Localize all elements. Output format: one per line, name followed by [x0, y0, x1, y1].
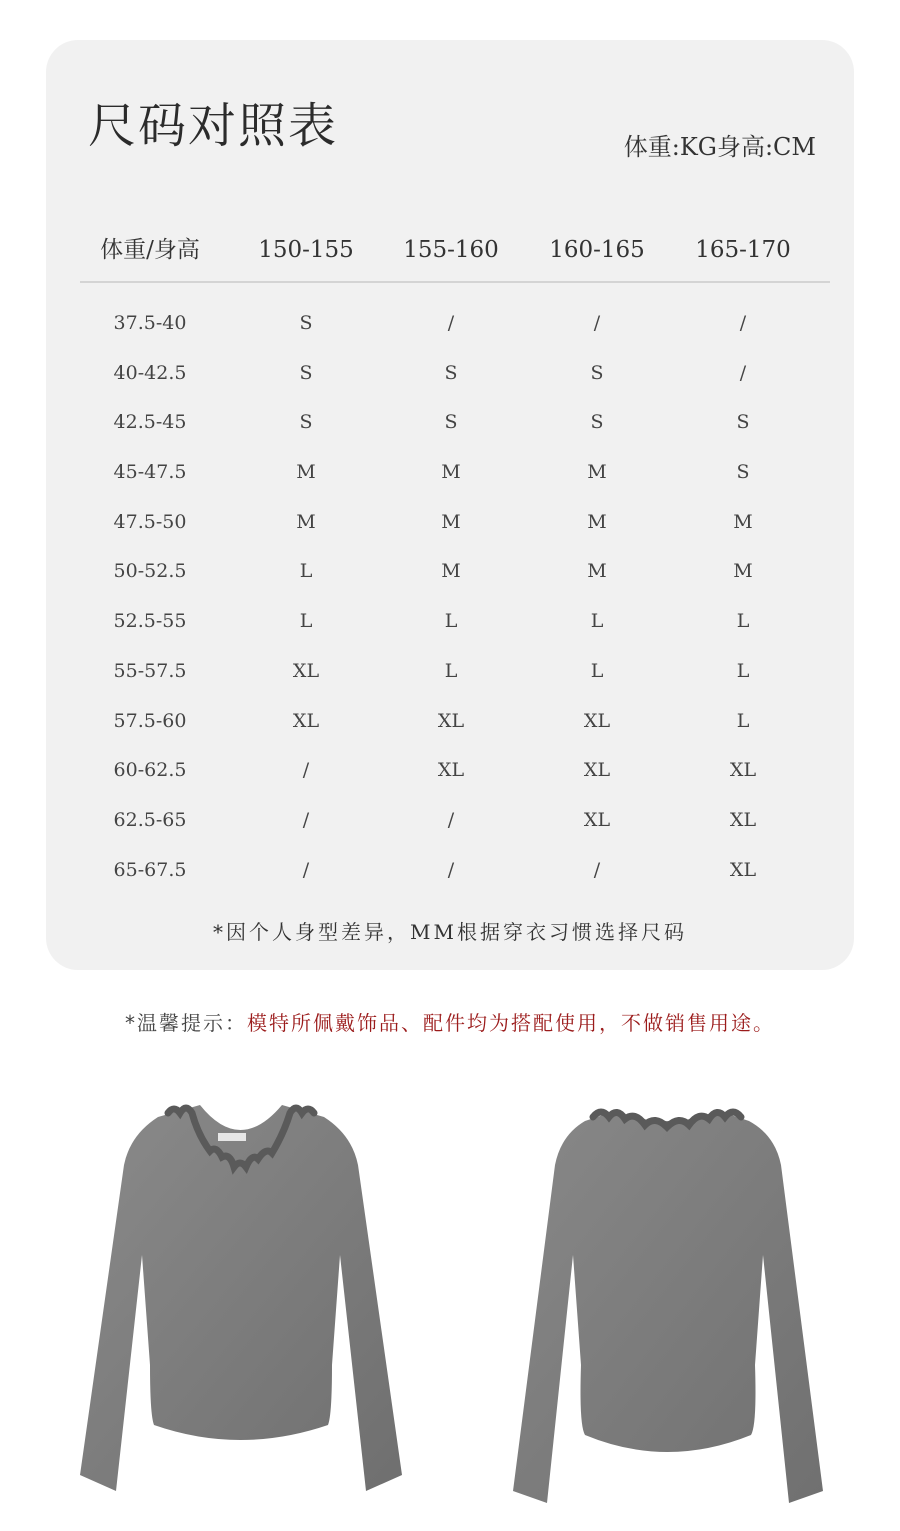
size-cell: XL [729, 858, 757, 881]
product-photo-back [505, 1095, 830, 1510]
table-row [46, 653, 854, 703]
size-cell: XL [292, 659, 320, 682]
size-cell: M [733, 560, 753, 583]
fit-note: *因个人身型差异，MM根据穿衣习惯选择尺码 [213, 920, 687, 944]
size-cell: M [587, 560, 607, 583]
size-cell: / [739, 361, 747, 384]
size-cell: XL [583, 808, 611, 831]
size-cell: S [736, 461, 750, 484]
size-cell: M [296, 461, 316, 484]
table-row [46, 504, 854, 554]
weight-cell: 40-42.5 [113, 361, 187, 384]
size-cell: M [296, 510, 316, 533]
weight-cell: 60-62.5 [113, 759, 187, 782]
weight-cell: 52.5-55 [113, 610, 187, 633]
size-chart-card [46, 40, 854, 970]
size-cell: XL [729, 808, 757, 831]
size-cell: XL [583, 709, 611, 732]
shirt-body [513, 1111, 823, 1503]
weight-cell: 62.5-65 [113, 808, 187, 831]
weight-cell: 57.5-60 [113, 709, 187, 732]
size-cell: S [590, 361, 604, 384]
header-divider [80, 281, 830, 283]
size-cell: S [444, 411, 458, 434]
size-cell: XL [437, 709, 465, 732]
size-cell: L [444, 610, 458, 633]
table-row [46, 553, 854, 603]
size-cell: S [299, 361, 313, 384]
size-cell: S [444, 361, 458, 384]
unit-label: 体重:KG身高:CM [623, 133, 816, 161]
size-cell: L [590, 659, 604, 682]
weight-cell: 45-47.5 [113, 461, 187, 484]
table-row [46, 355, 854, 405]
size-cell: / [593, 858, 601, 881]
product-photo-front [70, 1095, 410, 1510]
size-cell: / [447, 808, 455, 831]
page-title: 尺码对照表 [88, 98, 339, 154]
size-cell: L [444, 659, 458, 682]
size-cell: / [302, 759, 310, 782]
size-cell: S [736, 411, 750, 434]
size-cell: / [447, 858, 455, 881]
size-cell: XL [292, 709, 320, 732]
weight-cell: 65-67.5 [113, 858, 187, 881]
size-cell: L [736, 709, 750, 732]
size-cell: XL [437, 759, 465, 782]
table-row [46, 852, 854, 902]
table-header [80, 230, 830, 270]
weight-cell: 42.5-45 [113, 411, 187, 434]
table-row [46, 703, 854, 753]
size-cell: L [590, 610, 604, 633]
size-cell: M [441, 560, 461, 583]
table-body [46, 305, 854, 901]
table-row [46, 404, 854, 454]
table-row [46, 305, 854, 355]
size-cell: / [302, 858, 310, 881]
column-header: 165-170 [695, 237, 791, 263]
weight-cell: 37.5-40 [113, 312, 187, 334]
size-cell: M [441, 461, 461, 484]
size-cell: M [441, 510, 461, 533]
size-cell: L [736, 659, 750, 682]
size-cell: M [733, 510, 753, 533]
weight-cell: 50-52.5 [113, 560, 187, 583]
column-header: 155-160 [403, 237, 499, 263]
column-header: 160-165 [549, 237, 645, 263]
size-cell: S [590, 411, 604, 434]
size-cell: XL [729, 759, 757, 782]
tip-lead: *温馨提示： [125, 1011, 247, 1035]
size-cell: / [739, 312, 747, 334]
corner-header: 体重/身高 [100, 237, 200, 263]
weight-cell: 47.5-50 [113, 510, 187, 533]
size-cell: M [587, 510, 607, 533]
size-cell: S [299, 312, 313, 334]
table-row [46, 454, 854, 504]
tip-text: 模特所佩戴饰品、配件均为搭配使用，不做销售用途。 [247, 1011, 775, 1035]
size-cell: / [593, 312, 601, 334]
size-cell: M [587, 461, 607, 484]
size-cell: / [447, 312, 455, 334]
size-cell: XL [583, 759, 611, 782]
table-row [46, 603, 854, 653]
label-tag [218, 1133, 246, 1141]
size-cell: / [302, 808, 310, 831]
column-header: 150-155 [258, 237, 354, 263]
size-cell: S [299, 411, 313, 434]
size-cell: L [736, 610, 750, 633]
size-cell: L [299, 610, 313, 633]
size-cell: L [299, 560, 313, 583]
tip-line [0, 1008, 900, 1038]
table-row [46, 752, 854, 802]
table-row [46, 802, 854, 852]
weight-cell: 55-57.5 [113, 659, 187, 682]
